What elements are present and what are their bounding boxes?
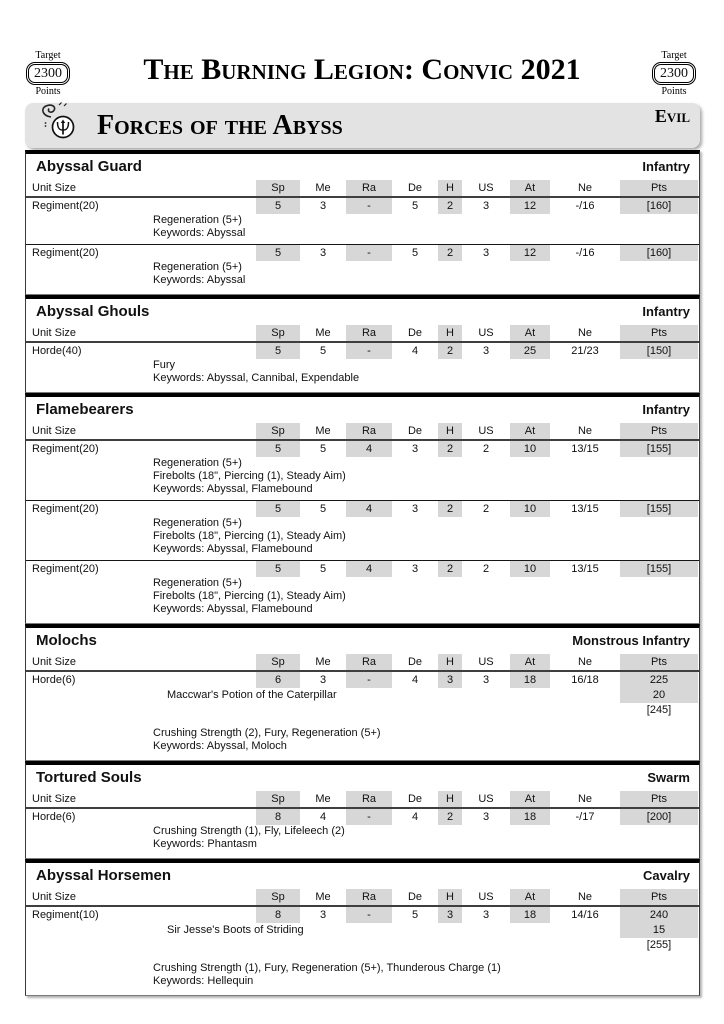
unit-size-column-label: Unit Size bbox=[32, 327, 77, 339]
stat-value: 14/16 bbox=[571, 909, 599, 921]
unit-stat-row bbox=[26, 441, 699, 457]
stat-column-label: Ne bbox=[577, 327, 593, 339]
stat-column-label: At bbox=[510, 180, 550, 196]
special-rule-line: Firebolts (18", Piercing (1), Steady Aim) bbox=[153, 530, 346, 542]
stat-value: - bbox=[346, 343, 392, 359]
section-name: Abyssal Guard bbox=[36, 158, 142, 175]
stat-value: 4 bbox=[346, 561, 392, 577]
stat-value: 3 bbox=[319, 674, 327, 686]
section-unit-type: Infantry bbox=[642, 304, 690, 319]
section-name: Flamebearers bbox=[36, 401, 134, 418]
points-value: [160] bbox=[620, 245, 698, 261]
alignment-label: Evil bbox=[654, 106, 690, 126]
unit-entry bbox=[26, 343, 699, 389]
points-label: Points bbox=[35, 86, 61, 97]
stat-value: 2 bbox=[482, 563, 490, 575]
points-value: [150] bbox=[620, 343, 698, 359]
section-unit-type: Infantry bbox=[642, 159, 690, 174]
stat-column-label: Ra bbox=[346, 180, 392, 196]
stat-column-label: US bbox=[478, 891, 494, 903]
stat-column-label: Ne bbox=[577, 656, 593, 668]
stat-value: 16/18 bbox=[571, 674, 599, 686]
stat-value: 5 bbox=[319, 345, 327, 357]
column-header-row bbox=[26, 180, 699, 198]
column-header-row bbox=[26, 325, 699, 343]
stat-column-label: At bbox=[510, 325, 550, 341]
points-value: 240 bbox=[620, 907, 698, 923]
stat-value: - bbox=[346, 809, 392, 825]
unit-size: Horde(6) bbox=[32, 674, 76, 686]
special-rule-line: Regeneration (5+) bbox=[153, 457, 242, 469]
stat-value: 18 bbox=[510, 809, 550, 825]
spacer bbox=[26, 718, 699, 727]
unit-size: Regiment(20) bbox=[32, 247, 99, 259]
stat-column-label: At bbox=[510, 654, 550, 670]
stat-value: 2 bbox=[438, 809, 462, 825]
stat-column-label: Sp bbox=[256, 180, 300, 196]
stat-column-label: Pts bbox=[620, 180, 698, 196]
stat-value: 2 bbox=[438, 441, 462, 457]
page-header bbox=[0, 0, 724, 101]
unit-stat-row bbox=[26, 907, 699, 923]
stat-column-label: Pts bbox=[620, 423, 698, 439]
section-unit-type: Infantry bbox=[642, 402, 690, 417]
stat-value: 4 bbox=[346, 501, 392, 517]
magic-item-points: 20 bbox=[620, 688, 698, 703]
army-name: Forces of the Abyss bbox=[97, 110, 343, 141]
stat-column-label: Sp bbox=[256, 791, 300, 807]
unit-section-card bbox=[25, 150, 700, 295]
stat-value: 3 bbox=[482, 674, 490, 686]
stat-column-label: De bbox=[407, 425, 423, 437]
stat-value: 3 bbox=[411, 503, 419, 515]
stat-value: 3 bbox=[482, 909, 490, 921]
stat-value: 10 bbox=[510, 501, 550, 517]
stat-column-label: De bbox=[407, 793, 423, 805]
stat-column-label: Me bbox=[315, 327, 331, 339]
stat-value: 4 bbox=[411, 674, 419, 686]
unit-size-column-label: Unit Size bbox=[32, 891, 77, 903]
unit-stat-row bbox=[26, 198, 699, 214]
stat-column-label: Ne bbox=[577, 793, 593, 805]
keywords-line: Keywords: Hellequin bbox=[153, 975, 254, 987]
section-title-row bbox=[26, 299, 699, 325]
stat-value: 10 bbox=[510, 561, 550, 577]
points-label: Points bbox=[661, 86, 687, 97]
keywords-line: Keywords: Abyssal, Flamebound bbox=[153, 543, 313, 555]
stat-column-label: Sp bbox=[256, 889, 300, 905]
stat-value: 5 bbox=[319, 443, 327, 455]
stat-value: 6 bbox=[256, 672, 300, 688]
stat-column-label: De bbox=[407, 327, 423, 339]
stat-column-label: US bbox=[478, 656, 494, 668]
stat-column-label: US bbox=[478, 182, 494, 194]
stat-value: 3 bbox=[482, 811, 490, 823]
stat-column-label: Ne bbox=[577, 182, 593, 194]
stat-column-label: De bbox=[407, 182, 423, 194]
section-title-row bbox=[26, 765, 699, 791]
points-value: [155] bbox=[620, 501, 698, 517]
stat-value: 2 bbox=[438, 343, 462, 359]
magic-item-row bbox=[26, 688, 699, 703]
unit-stat-row bbox=[26, 343, 699, 359]
stat-column-label: Me bbox=[315, 656, 331, 668]
points-value: 225 bbox=[620, 672, 698, 688]
stat-value: 8 bbox=[256, 809, 300, 825]
stat-value: 5 bbox=[256, 561, 300, 577]
magic-item-name: Maccwar's Potion of the Caterpillar bbox=[167, 689, 337, 701]
target-label: Target bbox=[661, 50, 687, 61]
column-header-row bbox=[26, 889, 699, 907]
section-unit-type: Cavalry bbox=[643, 868, 690, 883]
stat-value: 4 bbox=[319, 811, 327, 823]
stat-column-label: Me bbox=[315, 793, 331, 805]
special-rule-line: Crushing Strength (1), Fury, Regeneration (5+), Thunderous Charge (1) bbox=[153, 962, 501, 974]
stat-column-label: De bbox=[407, 891, 423, 903]
stat-value: -/16 bbox=[575, 200, 595, 212]
target-points-box bbox=[652, 62, 696, 85]
unit-entry bbox=[26, 441, 699, 500]
points-value: [155] bbox=[620, 561, 698, 577]
unit-size: Regiment(20) bbox=[32, 200, 99, 212]
unit-section-card bbox=[25, 393, 700, 624]
stat-column-label: Ra bbox=[346, 325, 392, 341]
special-rule-line: Regeneration (5+) bbox=[153, 517, 242, 529]
stat-column-label: Pts bbox=[620, 889, 698, 905]
keywords-line: Keywords: Abyssal bbox=[153, 227, 246, 239]
stat-value: 5 bbox=[256, 198, 300, 214]
unit-size: Regiment(10) bbox=[32, 909, 99, 921]
section-name: Molochs bbox=[36, 632, 97, 649]
unit-size-column-label: Unit Size bbox=[32, 425, 77, 437]
stat-value: 12 bbox=[510, 198, 550, 214]
total-points-row bbox=[26, 938, 699, 953]
keywords-line: Keywords: Abyssal, Cannibal, Expendable bbox=[153, 372, 360, 384]
stat-column-label: Sp bbox=[256, 423, 300, 439]
target-points-value: 2300 bbox=[28, 64, 68, 83]
total-points-row bbox=[26, 703, 699, 718]
stat-column-label: At bbox=[510, 889, 550, 905]
unit-stat-row bbox=[26, 245, 699, 261]
unit-entry bbox=[26, 500, 699, 560]
section-name: Abyssal Ghouls bbox=[36, 303, 150, 320]
keywords-line: Keywords: Abyssal, Flamebound bbox=[153, 483, 313, 495]
stat-value: -/17 bbox=[575, 811, 595, 823]
stat-column-label: Pts bbox=[620, 654, 698, 670]
stat-value: 5 bbox=[256, 343, 300, 359]
stat-column-label: Me bbox=[315, 425, 331, 437]
stat-value: 3 bbox=[319, 247, 327, 259]
section-unit-type: Monstrous Infantry bbox=[572, 633, 690, 648]
stat-value: 5 bbox=[411, 247, 419, 259]
stat-value: 4 bbox=[346, 441, 392, 457]
column-header-row bbox=[26, 654, 699, 672]
stat-column-label: US bbox=[478, 793, 494, 805]
unit-entry bbox=[26, 672, 699, 757]
trident-circle-icon bbox=[37, 101, 89, 149]
stat-value: 3 bbox=[411, 563, 419, 575]
stat-column-label: At bbox=[510, 423, 550, 439]
stat-value: 5 bbox=[319, 503, 327, 515]
section-title-row bbox=[26, 628, 699, 654]
stat-value: - bbox=[346, 198, 392, 214]
keywords-line: Keywords: Abyssal bbox=[153, 274, 246, 286]
stat-column-label: Ra bbox=[346, 889, 392, 905]
points-value: [160] bbox=[620, 198, 698, 214]
stat-column-label: Ra bbox=[346, 423, 392, 439]
stat-column-label: H bbox=[438, 423, 462, 439]
stat-value: 5 bbox=[411, 909, 419, 921]
stat-column-label: Pts bbox=[620, 791, 698, 807]
target-points-badge-right bbox=[650, 50, 698, 97]
stat-value: - bbox=[346, 907, 392, 923]
stat-column-label: Ne bbox=[577, 425, 593, 437]
stat-value: 25 bbox=[510, 343, 550, 359]
unit-entry bbox=[26, 907, 699, 992]
stat-value: - bbox=[346, 672, 392, 688]
stat-column-label: Ra bbox=[346, 791, 392, 807]
unit-section-card bbox=[25, 859, 700, 996]
stat-value: 3 bbox=[438, 907, 462, 923]
points-value: [155] bbox=[620, 441, 698, 457]
unit-section-card bbox=[25, 295, 700, 393]
unit-section-card bbox=[25, 624, 700, 761]
stat-value: -/16 bbox=[575, 247, 595, 259]
stat-value: 5 bbox=[256, 441, 300, 457]
stat-column-label: H bbox=[438, 889, 462, 905]
stat-column-label: H bbox=[438, 325, 462, 341]
stat-value: 13/15 bbox=[571, 503, 599, 515]
section-title-row bbox=[26, 397, 699, 423]
stat-value: 2 bbox=[438, 245, 462, 261]
unit-size: Regiment(20) bbox=[32, 443, 99, 455]
stat-value: 2 bbox=[438, 561, 462, 577]
stat-value: 3 bbox=[482, 200, 490, 212]
unit-entry bbox=[26, 560, 699, 620]
unit-stat-row bbox=[26, 501, 699, 517]
unit-size: Horde(40) bbox=[32, 345, 82, 357]
stat-value: 3 bbox=[319, 909, 327, 921]
magic-item-points: 15 bbox=[620, 923, 698, 938]
keywords-line: Keywords: Abyssal, Moloch bbox=[153, 740, 287, 752]
special-rule-line: Regeneration (5+) bbox=[153, 214, 242, 226]
stat-value: 5 bbox=[411, 200, 419, 212]
stat-value: 3 bbox=[482, 345, 490, 357]
stat-column-label: US bbox=[478, 327, 494, 339]
total-points-value: [255] bbox=[646, 939, 672, 951]
stat-value: 5 bbox=[256, 245, 300, 261]
keywords-line: Keywords: Phantasm bbox=[153, 838, 257, 850]
stat-value: 2 bbox=[438, 198, 462, 214]
target-label: Target bbox=[35, 50, 61, 61]
stat-value: 3 bbox=[411, 443, 419, 455]
stat-column-label: Sp bbox=[256, 654, 300, 670]
section-title-row bbox=[26, 154, 699, 180]
keywords-line: Keywords: Abyssal, Flamebound bbox=[153, 603, 313, 615]
unit-stat-row bbox=[26, 672, 699, 688]
points-value: [200] bbox=[620, 809, 698, 825]
stat-value: 8 bbox=[256, 907, 300, 923]
unit-size: Horde(6) bbox=[32, 811, 76, 823]
unit-entry bbox=[26, 809, 699, 855]
stat-column-label: Sp bbox=[256, 325, 300, 341]
target-points-value: 2300 bbox=[654, 64, 694, 83]
stat-column-label: At bbox=[510, 791, 550, 807]
spacer bbox=[26, 953, 699, 962]
unit-entry bbox=[26, 244, 699, 291]
stat-value: 21/23 bbox=[571, 345, 599, 357]
section-unit-type: Swarm bbox=[647, 770, 690, 785]
stat-value: - bbox=[346, 245, 392, 261]
stat-value: 2 bbox=[482, 503, 490, 515]
stat-value: 10 bbox=[510, 441, 550, 457]
stat-value: 5 bbox=[256, 501, 300, 517]
stat-column-label: H bbox=[438, 180, 462, 196]
magic-item-name: Sir Jesse's Boots of Striding bbox=[167, 924, 304, 936]
unit-size-column-label: Unit Size bbox=[32, 182, 77, 194]
stat-value: 2 bbox=[438, 501, 462, 517]
special-rule-line: Regeneration (5+) bbox=[153, 261, 242, 273]
stat-value: 13/15 bbox=[571, 563, 599, 575]
stat-value: 13/15 bbox=[571, 443, 599, 455]
unit-size-column-label: Unit Size bbox=[32, 793, 77, 805]
unit-size-column-label: Unit Size bbox=[32, 656, 77, 668]
stat-value: 12 bbox=[510, 245, 550, 261]
column-header-row bbox=[26, 791, 699, 809]
unit-sections-container bbox=[25, 150, 700, 996]
stat-column-label: Me bbox=[315, 891, 331, 903]
stat-column-label: De bbox=[407, 656, 423, 668]
special-rule-line: Fury bbox=[153, 359, 175, 371]
stat-column-label: US bbox=[478, 425, 494, 437]
stat-value: 18 bbox=[510, 907, 550, 923]
section-name: Abyssal Horsemen bbox=[36, 867, 172, 884]
stat-column-label: Ne bbox=[577, 891, 593, 903]
total-points-value: [245] bbox=[646, 704, 672, 716]
unit-stat-row bbox=[26, 561, 699, 577]
stat-value: 4 bbox=[411, 345, 419, 357]
stat-column-label: H bbox=[438, 791, 462, 807]
unit-size: Regiment(20) bbox=[32, 503, 99, 515]
stat-value: 4 bbox=[411, 811, 419, 823]
page-title: The Burning Legion: Convic 2021 bbox=[143, 53, 581, 86]
unit-stat-row bbox=[26, 809, 699, 825]
magic-item-row bbox=[26, 923, 699, 938]
special-rule-line: Firebolts (18", Piercing (1), Steady Aim) bbox=[153, 590, 346, 602]
special-rule-line: Crushing Strength (1), Fly, Lifeleech (2) bbox=[153, 825, 345, 837]
stat-value: 18 bbox=[510, 672, 550, 688]
special-rule-line: Firebolts (18", Piercing (1), Steady Aim) bbox=[153, 470, 346, 482]
army-banner bbox=[25, 103, 700, 148]
unit-entry bbox=[26, 198, 699, 244]
stat-value: 2 bbox=[482, 443, 490, 455]
special-rule-line: Regeneration (5+) bbox=[153, 577, 242, 589]
stat-value: 3 bbox=[482, 247, 490, 259]
stat-value: 3 bbox=[438, 672, 462, 688]
stat-value: 5 bbox=[319, 563, 327, 575]
stat-column-label: H bbox=[438, 654, 462, 670]
unit-section-card bbox=[25, 761, 700, 859]
stat-column-label: Ra bbox=[346, 654, 392, 670]
section-title-row bbox=[26, 863, 699, 889]
stat-column-label: Pts bbox=[620, 325, 698, 341]
special-rule-line: Crushing Strength (2), Fury, Regeneration (5+) bbox=[153, 727, 381, 739]
column-header-row bbox=[26, 423, 699, 441]
unit-size: Regiment(20) bbox=[32, 563, 99, 575]
section-name: Tortured Souls bbox=[36, 769, 142, 786]
stat-column-label: Me bbox=[315, 182, 331, 194]
stat-value: 3 bbox=[319, 200, 327, 212]
